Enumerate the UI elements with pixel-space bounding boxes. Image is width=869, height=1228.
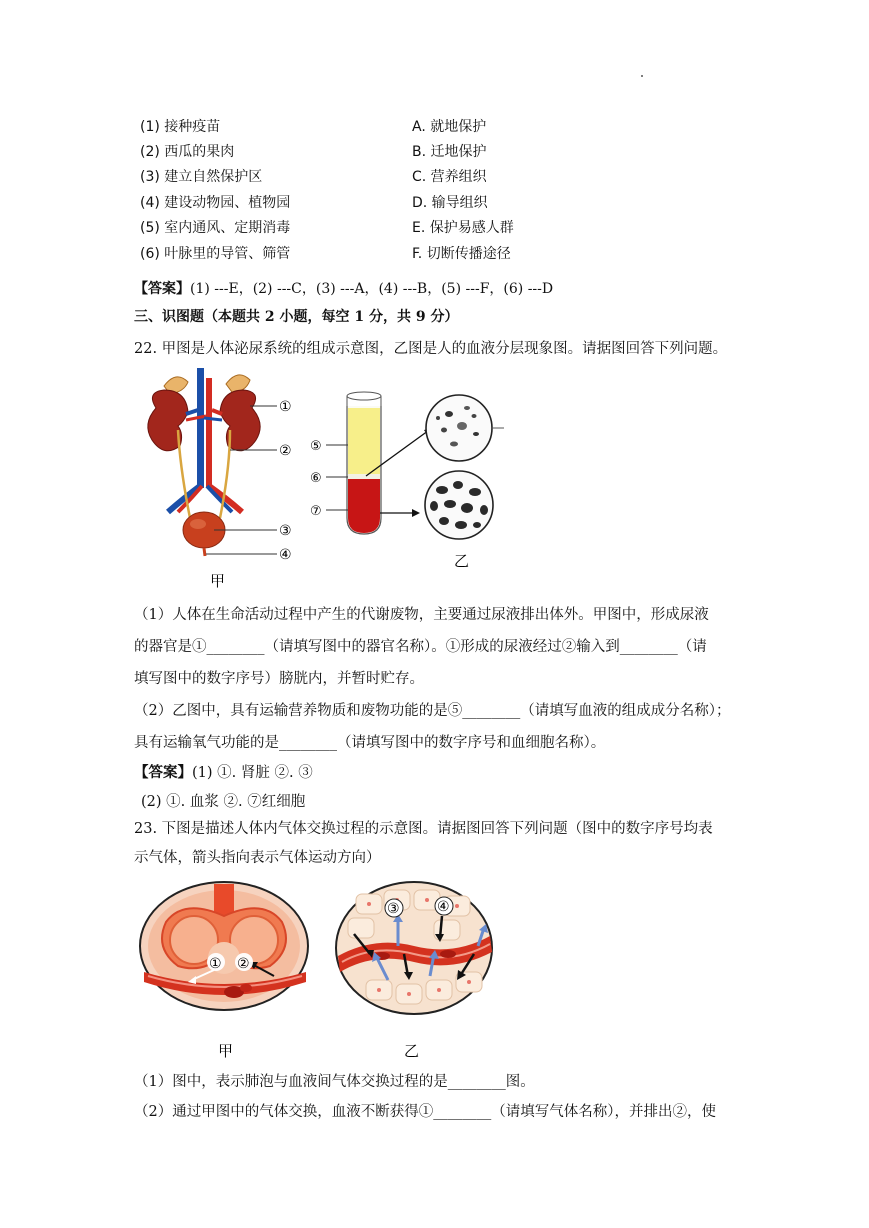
match-right-a: A. 就地保护 bbox=[412, 119, 487, 135]
q22-p2-line1: （2）乙图中，具有运输营养物质和废物功能的是⑤________（请填写血液的组成成分名称）； bbox=[134, 703, 731, 719]
q22-answer-row1 bbox=[134, 761, 313, 782]
match-right-d: D. 输导组织 bbox=[412, 195, 488, 211]
yi-gas-4: ④ bbox=[437, 899, 450, 915]
match-left-3: (3) 建立自然保护区 bbox=[140, 169, 263, 185]
section-title: 三、识图题（本题共 2 小题，每空 1 分，共 9 分） bbox=[134, 309, 459, 325]
q22-p1-line1: （1）人体在生命活动过程中产生的代谢废物，主要通过尿液排出体外。甲图中，形成尿液 bbox=[134, 607, 709, 623]
answer-text: (1) ---E，(2) ---C，(3) ---A，(4) ---B，(5) ---F，(6) ---D bbox=[190, 281, 554, 297]
urinary-system-diagram bbox=[148, 368, 277, 556]
match-right-b: B. 迁地保护 bbox=[412, 144, 487, 160]
q22-stem: 22. 甲图是人体泌尿系统的组成示意图，乙图是人的血液分层现象图。请据图回答下列问题。 bbox=[134, 341, 728, 357]
match-left-1: (1) 接种疫苗 bbox=[140, 119, 221, 135]
q22-answer-line2: (2) ①. 血浆 ②. ⑦红细胞 bbox=[141, 794, 306, 810]
yi-label-7: ⑦ bbox=[310, 504, 322, 519]
q23-stem-line2: 示气体，箭头指向表示气体运动方向） bbox=[134, 850, 381, 866]
q22-answer-line1: (1) ①. 肾脏 ②. ③ bbox=[192, 765, 313, 781]
q22-answer-label: 【答案】 bbox=[134, 764, 192, 781]
match-right-f: F. 切断传播途径 bbox=[412, 246, 511, 262]
q22-p1-line3: 填写图中的数字序号）膀胱内，并暂时贮存。 bbox=[134, 671, 424, 687]
jia-fig-caption: 甲 bbox=[218, 1042, 234, 1060]
answer-label: 【答案】 bbox=[134, 281, 190, 297]
jia-label-4: ④ bbox=[279, 547, 292, 563]
yi-label-5: ⑤ bbox=[310, 439, 322, 454]
q22-p1-line2: 的器官是①________（请填写图中的器官名称）。①形成的尿液经过②输入到________（请 bbox=[134, 639, 707, 655]
yi-caption: 乙 bbox=[454, 552, 470, 570]
yi-fig-caption: 乙 bbox=[404, 1042, 420, 1060]
blood-test-tube bbox=[326, 392, 504, 539]
jia-gas-1: ① bbox=[209, 956, 222, 972]
jia-label-3: ③ bbox=[279, 523, 292, 539]
jia-caption: 甲 bbox=[210, 572, 226, 590]
match-left-2: (2) 西瓜的果肉 bbox=[140, 144, 235, 160]
q22-p2-line2: 具有运输氧气功能的是________（请填写图中的数字序号和血细胞名称）。 bbox=[134, 735, 606, 751]
jia-label-1: ① bbox=[279, 399, 292, 415]
page-dot bbox=[641, 75, 643, 77]
q23-p1: （1）图中，表示肺泡与血液间气体交换过程的是________图。 bbox=[134, 1074, 535, 1090]
alveolus-diagram bbox=[140, 882, 308, 1010]
match-right-e: E. 保护易感人群 bbox=[412, 220, 514, 236]
tissue-exchange-diagram bbox=[336, 882, 492, 1014]
q23-stem-line1: 23. 下图是描述人体内气体交换过程的示意图。请据图回答下列问题（图中的数字序号均表 bbox=[134, 821, 713, 837]
match-left-6: (6) 叶脉里的导管、筛管 bbox=[140, 246, 291, 262]
yi-gas-3: ③ bbox=[387, 901, 400, 917]
q23-figure bbox=[134, 876, 514, 1062]
match-right-c: C. 营养组织 bbox=[412, 169, 487, 185]
answer-row-1 bbox=[134, 278, 553, 298]
match-left-4: (4) 建设动物园、植物园 bbox=[140, 195, 291, 211]
match-left-5: (5) 室内通风、定期消毒 bbox=[140, 220, 291, 236]
q22-figure bbox=[134, 368, 514, 596]
jia-label-2: ② bbox=[279, 443, 292, 459]
yi-label-6: ⑥ bbox=[310, 471, 322, 486]
q23-p2: （2）通过甲图中的气体交换，血液不断获得①________（请填写气体名称），并排出②，使 bbox=[134, 1104, 716, 1120]
jia-gas-2: ② bbox=[237, 956, 250, 972]
